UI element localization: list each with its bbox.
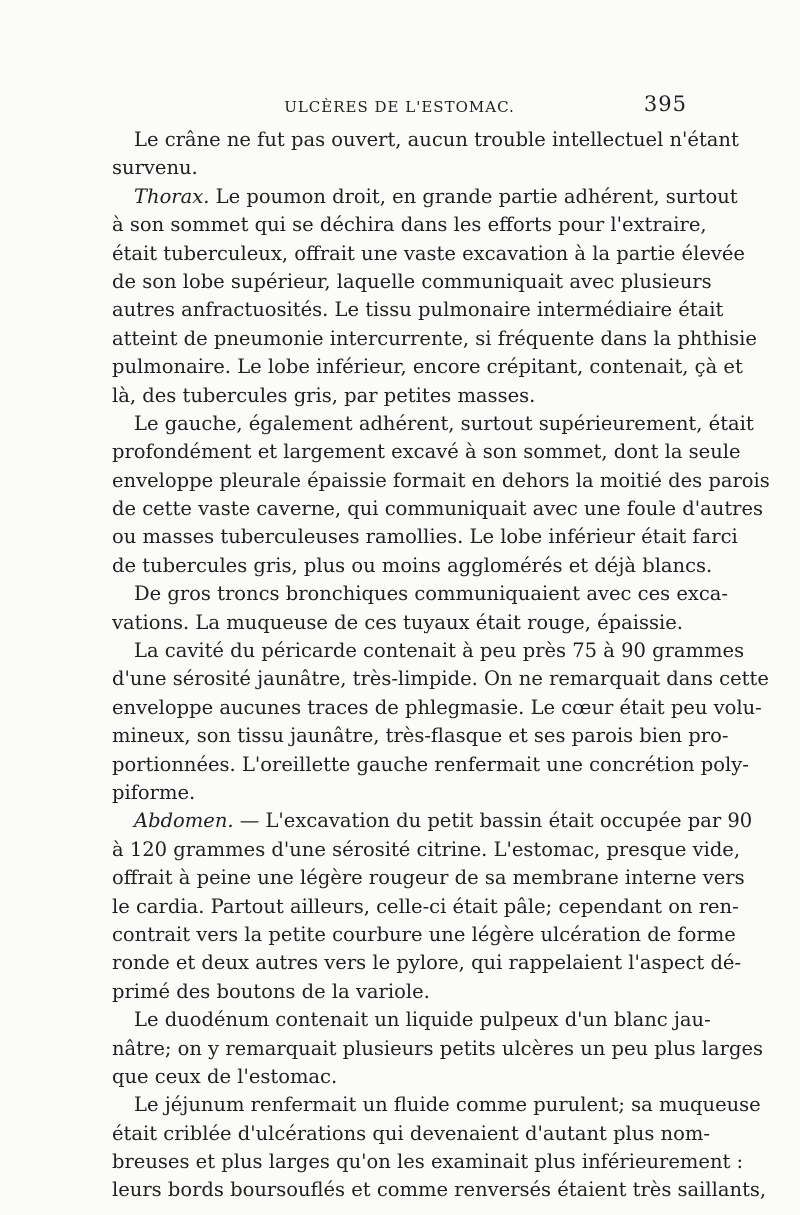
text-line: [112, 807, 753, 835]
section-label-thorax: Thorax.: [134, 184, 210, 208]
text-line: le cardia. Partout ailleurs, celle-ci était pâle; cependant on ren-: [112, 894, 739, 918]
text-line: d'une sérosité jaunâtre, très-limpide. On ne remarquait dans cette: [112, 667, 769, 691]
text-line: survenu.: [112, 156, 198, 180]
paragraph: [112, 183, 757, 410]
text-line: portionnées. L'oreillette gauche renfermait une concrétion poly-: [112, 752, 749, 776]
text-line: de son lobe supérieur, laquelle communiquait avec plusieurs: [112, 269, 712, 293]
text-line: à 120 grammes d'une sérosité citrine. L'estomac, presque vide,: [112, 837, 741, 861]
text-line: pulmonaire. Le lobe inférieur, encore crépitant, contenait, çà et: [112, 355, 743, 379]
text-line: [112, 183, 738, 211]
page-number: 395: [643, 92, 687, 116]
paragraph: [112, 1006, 764, 1091]
text-line: contrait vers la petite courbure une légère ulcération de forme: [112, 922, 736, 946]
paragraph: [112, 580, 728, 637]
text-line: enveloppe pleurale épaissie formait en dehors la moitié des parois: [112, 468, 770, 492]
text-line: était criblée d'ulcérations qui devenaient d'autant plus nom-: [112, 1121, 710, 1145]
paragraph: [112, 126, 739, 183]
text-line: mineux, son tissu jaunâtre, très-flasque et ses parois bien pro-: [112, 724, 729, 748]
text-run: — L'excavation du petit bassin était occupée par 90: [233, 809, 753, 833]
text-line: atteint de pneumonie intercurrente, si fréquente dans la phthisie: [112, 326, 757, 350]
text-line: de tubercules gris, plus ou moins agglomérés et déjà blancs.: [112, 553, 713, 577]
text-line: De gros troncs bronchiques communiquaient avec ces exca-: [134, 582, 728, 606]
text-line: nâtre; on y remarquait plusieurs petits ulcères un peu plus larges: [112, 1036, 764, 1060]
text-line: profondément et largement excavé à son sommet, dont la seule: [112, 440, 741, 464]
text-line: vations. La muqueuse de ces tuyaux était rouge, épaissie.: [112, 610, 683, 634]
text-line: ronde et deux autres vers le pylore, qui rappelaient l'aspect dé-: [112, 951, 742, 975]
section-label-abdomen: Abdomen.: [134, 809, 234, 833]
text-line: était tuberculeux, offrait une vaste excavation à la partie élevée: [112, 241, 745, 265]
text-line: de cette vaste caverne, qui communiquait avec une foule d'autres: [112, 497, 764, 521]
text-line: La cavité du péricarde contenait à peu près 75 à 90 grammes: [134, 639, 745, 663]
text-block: [112, 92, 770, 1205]
text-line: Le duodénum contenait un liquide pulpeux d'un blanc jau-: [134, 1008, 711, 1032]
running-title: ULCÈRES DE L'ESTOMAC.: [284, 98, 515, 116]
text-line: piforme.: [112, 780, 196, 804]
text-line: offrait à peine une légère rougeur de sa membrane interne vers: [112, 866, 745, 890]
text-line: que ceux de l'estomac.: [112, 1064, 338, 1088]
text-line: leurs bords boursouflés et comme renversés étaient très saillants,: [112, 1178, 767, 1202]
text-line: autres anfractuosités. Le tissu pulmonaire intermédiaire était: [112, 298, 724, 322]
text-line: Le jéjunum renfermait un fluide comme purulent; sa muqueuse: [134, 1093, 761, 1117]
text-line: là, des tubercules gris, par petites masses.: [112, 383, 536, 407]
text-line: primé des boutons de la variole.: [112, 979, 430, 1003]
text-line: Le gauche, également adhérent, surtout supérieurement, était: [134, 411, 754, 435]
text-line: breuses et plus larges qu'on les examinait plus inférieurement :: [112, 1150, 744, 1174]
text-line: Le crâne ne fut pas ouvert, aucun trouble intellectuel n'étant: [134, 128, 739, 151]
text-line: enveloppe aucunes traces de phlegmasie. Le cœur était peu volu-: [112, 695, 762, 719]
paragraph: [112, 637, 769, 807]
text-line: ou masses tuberculeuses ramollies. Le lobe inférieur était farci: [112, 525, 738, 549]
text-line: à son sommet qui se déchira dans les efforts pour l'extraire,: [112, 213, 707, 237]
paragraph: [112, 1091, 767, 1205]
paragraph: [112, 410, 770, 580]
running-head: [112, 92, 687, 126]
text-run: Le poumon droit, en grande partie adhérent, surtout: [209, 184, 738, 208]
paragraph: [112, 807, 753, 1006]
